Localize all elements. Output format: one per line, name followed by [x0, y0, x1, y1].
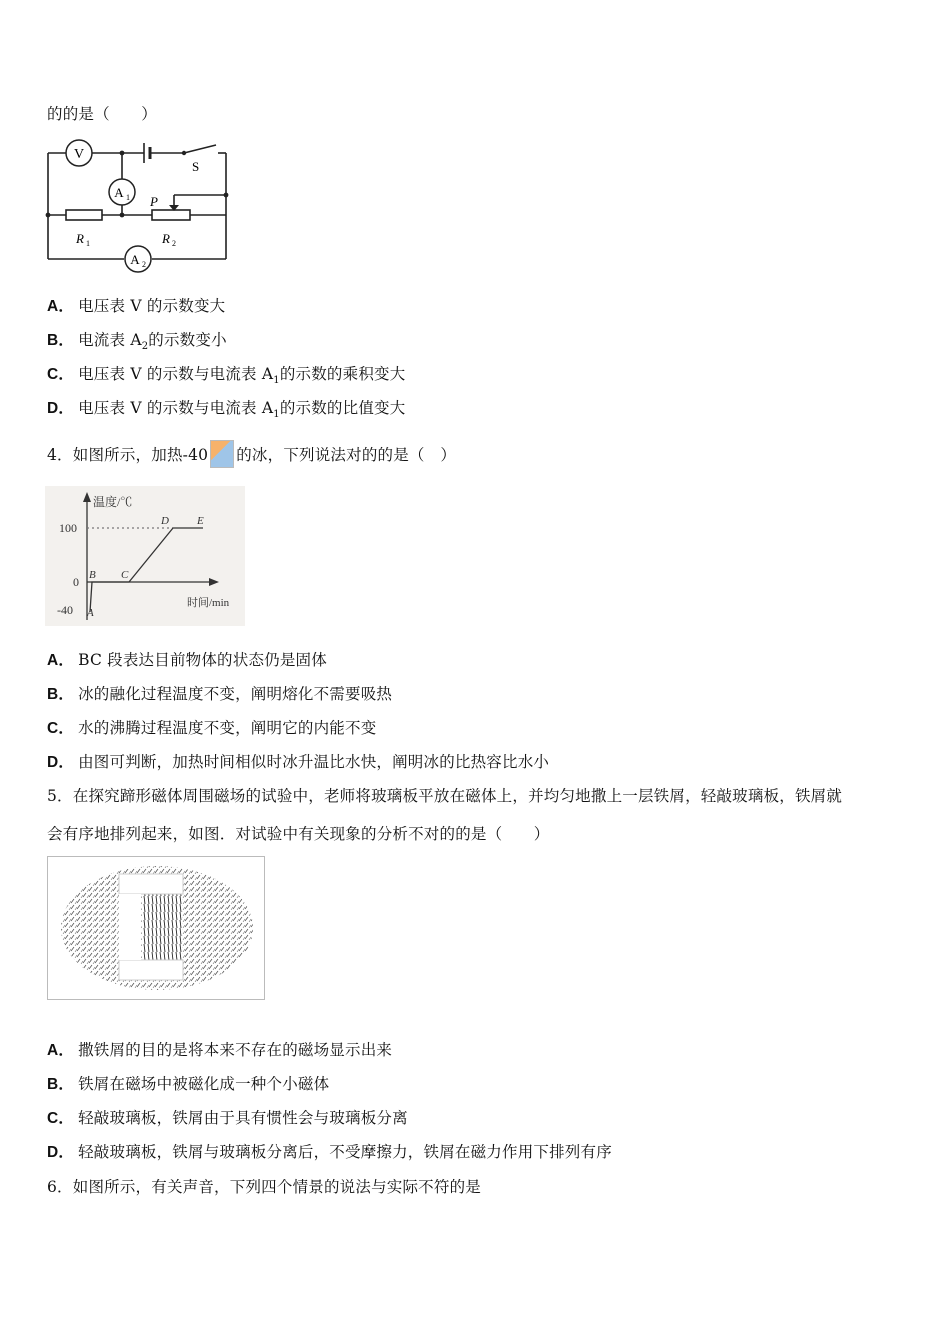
circuit-diagram	[44, 133, 234, 275]
q4-option-a[interactable]: A． BC 段表达目前物体的状态仍是固体	[47, 651, 327, 669]
ammeter1-label: A	[114, 185, 124, 200]
q3-option-b[interactable]: B． 电流表 $A_2$的示数变小	[47, 331, 227, 353]
point-e: E	[197, 515, 204, 527]
point-d: D	[161, 515, 169, 527]
q3-stem-tail: 的的是（ ）	[47, 105, 157, 123]
ammeter2-label: A	[130, 252, 140, 267]
q5-option-c[interactable]: C． 轻敲玻璃板，铁屑由于具有惯性会与玻璃板分离	[47, 1109, 408, 1127]
q6-stem: 6．如图所示，有关声音，下列四个情景的说法与实际不符的是	[47, 1178, 481, 1196]
q5-option-d[interactable]: D． 轻敲玻璃板，铁屑与玻璃板分离后，不受摩擦力，铁屑在磁力作用下排列有序	[47, 1143, 612, 1161]
slider-label: P	[150, 194, 158, 209]
svg-text:2: 2	[142, 260, 146, 269]
q4-stem: 4．如图所示，加热-40 的冰，下列说法对的的是（ ）	[47, 440, 456, 468]
temperature-time-graph	[45, 486, 245, 626]
q4-option-c[interactable]: C． 水的沸腾过程温度不变，阐明它的内能不变	[47, 719, 377, 737]
iron-filings-magnet-image	[47, 856, 265, 1000]
q3-option-c[interactable]: C． 电压表 V 的示数与电流表 $A_1$的示数的乘积变大	[47, 365, 406, 387]
svg-text:1: 1	[86, 239, 90, 248]
point-c: C	[121, 569, 129, 581]
q5-stem-line1: 5．在探究蹄形磁体周围磁场的试验中，老师将玻璃板平放在磁体上，并均匀地撒上一层铁屑，轻敲玻璃板，铁屑就	[47, 787, 843, 805]
q5-option-a[interactable]: A． 撒铁屑的目的是将本来不存在的磁场显示出来	[47, 1041, 393, 1059]
svg-text:1: 1	[126, 193, 130, 202]
point-b: B	[89, 569, 96, 581]
graph-xlabel: 时间/min	[187, 597, 230, 609]
q5-stem-line2: 会有序地排列起来，如图．对试验中有关现象的分析不对的的是（ ）	[47, 825, 550, 843]
inline-image-icon	[210, 440, 234, 468]
q3-option-d[interactable]: D． 电压表 V 的示数与电流表 $A_1$的示数的比值变大	[47, 399, 406, 421]
ytick-0: 0	[73, 575, 79, 589]
svg-text:2: 2	[172, 239, 176, 248]
q4-option-d[interactable]: D． 由图可判断，加热时间相似时冰升温比水快，阐明冰的比热容比水小	[47, 753, 550, 771]
voltmeter-label: V	[73, 147, 85, 162]
ytick-100: 100	[59, 521, 77, 535]
point-a: A	[87, 607, 94, 619]
q5-option-b[interactable]: B． 铁屑在磁场中被磁化成一种个小磁体	[47, 1075, 330, 1093]
r2-label: R	[162, 231, 170, 246]
ytick-neg40: -40	[57, 603, 73, 617]
r1-label: R	[76, 231, 84, 246]
q3-option-a[interactable]: A． 电压表 V 的示数变大	[47, 297, 226, 315]
graph-ylabel: 温度/℃	[93, 495, 133, 509]
q4-option-b[interactable]: B． 冰的融化过程温度不变，阐明熔化不需要吸热	[47, 685, 393, 703]
switch-label: S	[192, 159, 200, 174]
